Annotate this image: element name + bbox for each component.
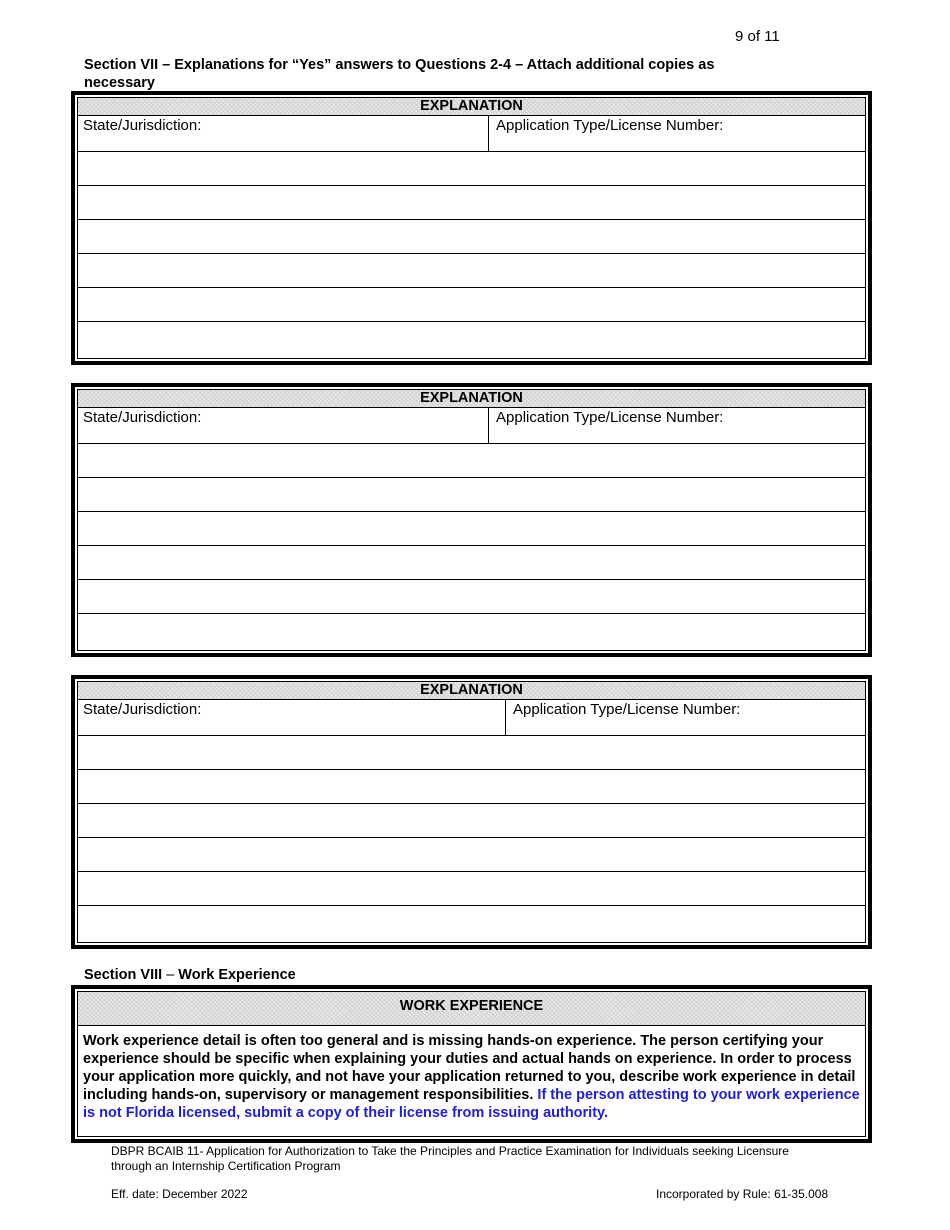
explanation-line-input[interactable] (78, 838, 865, 872)
work-experience-box (71, 985, 872, 1143)
explanation-box-2 (71, 383, 872, 657)
work-experience-instructions (78, 1026, 865, 1122)
explanation-field-row (78, 700, 865, 736)
explanation-box-1 (71, 91, 872, 365)
explanation-line-input[interactable] (78, 906, 865, 939)
explanation-line-input[interactable] (78, 546, 865, 580)
field-divider (488, 408, 489, 443)
explanation-line-input[interactable] (78, 614, 865, 647)
state-jurisdiction-label: State/Jurisdiction: (83, 701, 202, 718)
section-viii-number: Section VIII (84, 967, 163, 983)
explanation-header: EXPLANATION (78, 390, 865, 408)
section-vii-title: Section VII – Explanations for “Yes” answers to Questions 2-4 – Attach additional copies as necessary (84, 57, 715, 91)
form-title-footer: DBPR BCAIB 11- Application for Authorization to Take the Principles and Practice Examination for Individuals seeking Licensure through an Internship Certification Program (111, 1144, 789, 1173)
section-viii-title (84, 967, 296, 983)
state-jurisdiction-label: State/Jurisdiction: (83, 409, 202, 426)
work-experience-header: WORK EXPERIENCE (78, 992, 865, 1026)
explanation-line-input[interactable] (78, 580, 865, 614)
page-number: 9 of 11 (735, 28, 780, 45)
explanation-line-input[interactable] (78, 152, 865, 186)
explanation-line-input[interactable] (78, 736, 865, 770)
explanation-line-input[interactable] (78, 288, 865, 322)
application-type-label: Application Type/License Number: (496, 409, 724, 426)
explanation-line-input[interactable] (78, 872, 865, 906)
instructions-license-note: If the person attesting to your work experience is not Florida licensed, submit a copy of their license from issuing authority. (83, 1087, 860, 1121)
explanation-header: EXPLANATION (78, 682, 865, 700)
explanation-line-input[interactable] (78, 186, 865, 220)
field-divider (488, 116, 489, 151)
explanation-line-input[interactable] (78, 254, 865, 288)
explanation-line-input[interactable] (78, 444, 865, 478)
explanation-line-input[interactable] (78, 770, 865, 804)
explanation-line-input[interactable] (78, 322, 865, 355)
application-type-label: Application Type/License Number: (513, 701, 741, 718)
explanation-line-input[interactable] (78, 512, 865, 546)
application-type-label: Application Type/License Number: (496, 117, 724, 134)
field-divider (505, 700, 506, 735)
explanation-line-input[interactable] (78, 478, 865, 512)
explanation-line-input[interactable] (78, 220, 865, 254)
state-jurisdiction-label: State/Jurisdiction: (83, 117, 202, 134)
instructions-text: Work experience detail is often too general and is missing hands-on experience. The person certifying your experience should be specific when explaining your duties and actual hands on experience. In order to process your application more quickly, and not have your application returned to you, describe work experience in detail including hands-on, supervisory or management responsibilities. (83, 1033, 856, 1103)
explanation-header: EXPLANATION (78, 98, 865, 116)
incorporated-rule: Incorporated by Rule: 61-35.008 (656, 1187, 829, 1201)
section-viii-dash: – (162, 967, 179, 983)
explanation-line-input[interactable] (78, 804, 865, 838)
explanation-field-row (78, 408, 865, 444)
explanation-box-3 (71, 675, 872, 949)
explanation-field-row (78, 116, 865, 152)
section-viii-name: Work Experience (178, 967, 296, 983)
effective-date: Eff. date: December 2022 (111, 1187, 248, 1201)
